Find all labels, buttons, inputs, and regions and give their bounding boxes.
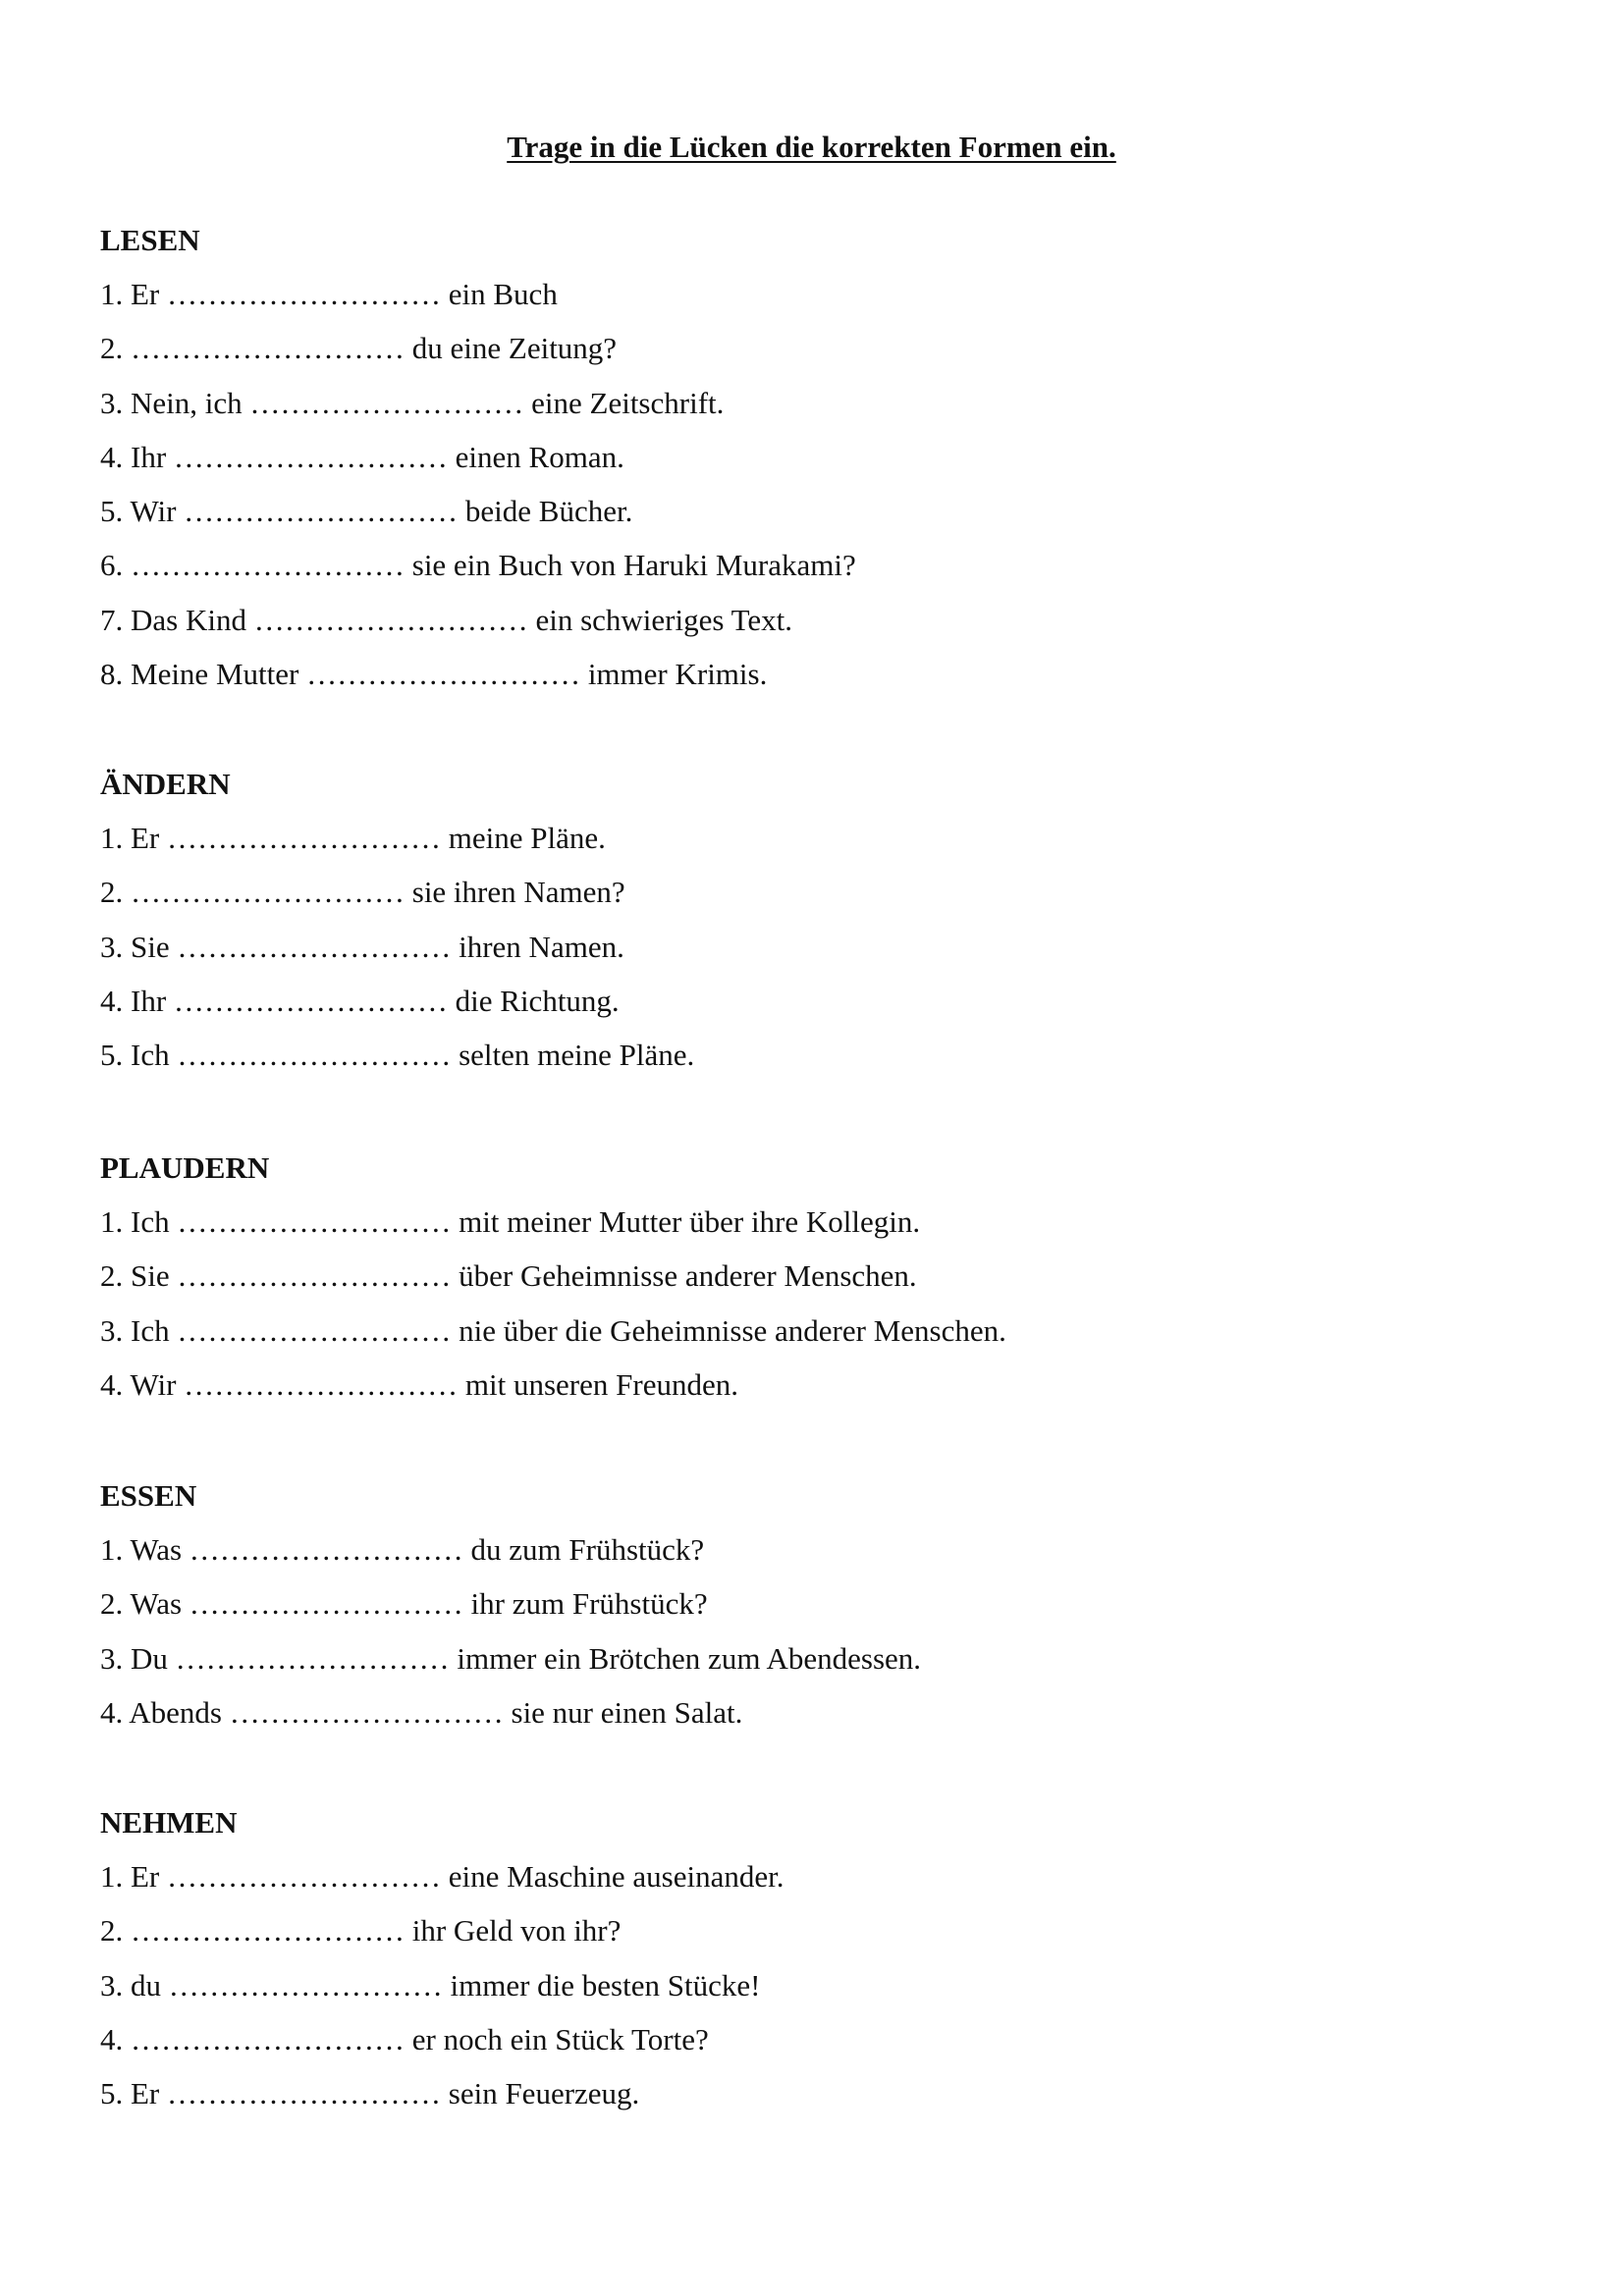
exercise-item: 3. Nein, ich ……………………… eine Zeitschrift. <box>100 385 725 420</box>
exercise-item: 4. Wir ……………………… mit unseren Freunden. <box>100 1366 738 1402</box>
exercise-item: 3. Ich ……………………… nie über die Geheimnisse anderer Menschen. <box>100 1312 1006 1348</box>
section-aendern <box>100 766 694 1091</box>
exercise-item: 3. Du ……………………… immer ein Brötchen zum Abendessen. <box>100 1640 922 1676</box>
section-heading: NEHMEN <box>100 1805 238 1840</box>
section-heading: PLAUDERN <box>100 1150 270 1185</box>
exercise-item: 4. Abends ……………………… sie nur einen Salat. <box>100 1694 743 1730</box>
exercise-item: 1. Ich ……………………… mit meiner Mutter über ihre Kollegin. <box>100 1204 921 1239</box>
exercise-item: 3. du ……………………… immer die besten Stücke! <box>100 1967 761 2002</box>
exercise-item: 5. Ich ……………………… selten meine Pläne. <box>100 1038 695 1073</box>
exercise-item: 1. Er ……………………… ein Buch <box>100 277 558 311</box>
exercise-item: 2. Was ……………………… ihr zum Frühstück? <box>100 1586 708 1622</box>
exercise-item: 7. Das Kind ……………………… ein schwieriges Text. <box>100 602 793 637</box>
section-lesen <box>100 222 856 710</box>
exercise-item: 8. Meine Mutter ……………………… immer Krimis. <box>100 657 768 692</box>
exercise-item: 4. ……………………… er noch ein Stück Torte? <box>100 2021 709 2056</box>
exercise-item: 2. Sie ……………………… über Geheimnisse anderer Menschen. <box>100 1258 917 1294</box>
section-plaudern <box>100 1149 1006 1420</box>
exercise-item: 2. ……………………… ihr Geld von ihr? <box>100 1913 622 1949</box>
section-essen <box>100 1477 921 1748</box>
exercise-item: 2. ……………………… sie ihren Namen? <box>100 875 625 910</box>
exercise-item: 6. ……………………… sie ein Buch von Haruki Murakami? <box>100 548 856 583</box>
exercise-item: 5. Er ……………………… sein Feuerzeug. <box>100 2076 640 2111</box>
exercise-item: 1. Was ……………………… du zum Frühstück? <box>100 1532 705 1567</box>
worksheet-title: Trage in die Lücken die korrekten Formen ein. <box>507 130 1116 164</box>
exercise-item: 4. Ihr ……………………… die Richtung. <box>100 983 620 1018</box>
section-nehmen <box>100 1804 784 2129</box>
exercise-item: 1. Er ……………………… eine Maschine auseinander. <box>100 1859 784 1894</box>
section-heading: ESSEN <box>100 1478 197 1513</box>
section-heading: LESEN <box>100 223 200 257</box>
exercise-item: 2. ……………………… du eine Zeitung? <box>100 331 618 366</box>
exercise-item: 3. Sie ……………………… ihren Namen. <box>100 929 624 964</box>
exercise-item: 5. Wir ……………………… beide Bücher. <box>100 494 633 529</box>
section-heading: ÄNDERN <box>100 767 231 801</box>
exercise-item: 1. Er ……………………… meine Pläne. <box>100 821 606 855</box>
exercise-item: 4. Ihr ……………………… einen Roman. <box>100 439 624 474</box>
